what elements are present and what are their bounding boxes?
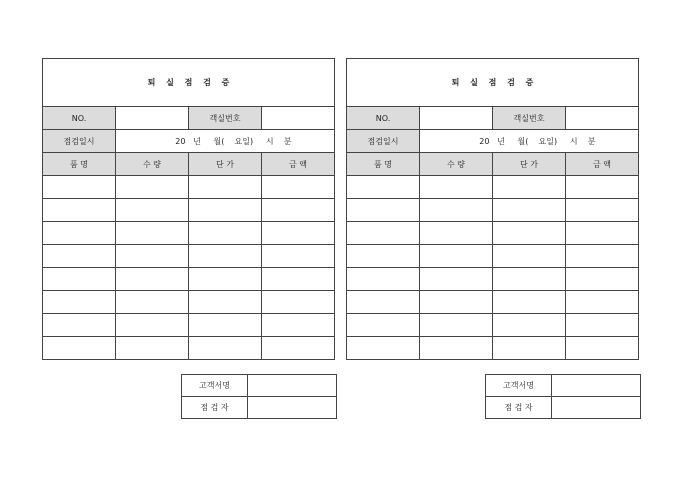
quantity-cell[interactable] [116, 245, 189, 268]
quantity-cell[interactable] [116, 337, 189, 360]
item-cell[interactable] [347, 337, 420, 360]
quantity-cell[interactable] [116, 199, 189, 222]
amount-cell[interactable] [262, 291, 335, 314]
quantity-cell[interactable] [420, 337, 493, 360]
room-number-label: 객실번호 [493, 107, 566, 130]
unit-price-cell[interactable] [189, 176, 262, 199]
no-label: NO. [43, 107, 116, 130]
inspector-label: 점 검 자 [182, 397, 248, 419]
quantity-cell[interactable] [116, 314, 189, 337]
table-row [43, 245, 335, 268]
table-row [43, 222, 335, 245]
table-row [347, 268, 639, 291]
checkout-table [346, 58, 639, 360]
amount-cell[interactable] [262, 268, 335, 291]
signature-table [485, 374, 641, 419]
signature-table [181, 374, 337, 419]
quantity-cell[interactable] [420, 268, 493, 291]
table-row [43, 291, 335, 314]
column-header-unit-price: 단 가 [493, 153, 566, 176]
table-row [43, 337, 335, 360]
quantity-cell[interactable] [116, 222, 189, 245]
unit-price-cell[interactable] [493, 337, 566, 360]
amount-cell[interactable] [566, 176, 639, 199]
table-row [43, 176, 335, 199]
table-row [347, 176, 639, 199]
customer-signature-label: 고객서명 [182, 375, 248, 397]
unit-price-cell[interactable] [189, 222, 262, 245]
table-row [347, 314, 639, 337]
column-header-amount: 금 액 [262, 153, 335, 176]
amount-cell[interactable] [566, 245, 639, 268]
item-cell[interactable] [43, 199, 116, 222]
amount-cell[interactable] [566, 268, 639, 291]
amount-cell[interactable] [262, 314, 335, 337]
table-row [347, 337, 639, 360]
unit-price-cell[interactable] [189, 291, 262, 314]
amount-cell[interactable] [262, 176, 335, 199]
item-cell[interactable] [347, 245, 420, 268]
quantity-cell[interactable] [420, 291, 493, 314]
checkout-table [42, 58, 335, 360]
inspection-date-label: 점검일시 [347, 130, 420, 153]
item-cell[interactable] [43, 245, 116, 268]
item-cell[interactable] [347, 314, 420, 337]
unit-price-cell[interactable] [189, 245, 262, 268]
quantity-cell[interactable] [420, 199, 493, 222]
table-row [347, 222, 639, 245]
room-number-label: 객실번호 [189, 107, 262, 130]
quantity-cell[interactable] [420, 314, 493, 337]
amount-cell[interactable] [262, 222, 335, 245]
checkout-form-left [42, 58, 334, 412]
unit-price-cell[interactable] [493, 222, 566, 245]
quantity-cell[interactable] [116, 291, 189, 314]
item-cell[interactable] [43, 337, 116, 360]
room-number-field[interactable] [566, 107, 639, 130]
inspector-field[interactable] [552, 397, 641, 419]
item-cell[interactable] [43, 268, 116, 291]
room-number-field[interactable] [262, 107, 335, 130]
column-header-quantity: 수 량 [420, 153, 493, 176]
unit-price-cell[interactable] [493, 245, 566, 268]
unit-price-cell[interactable] [493, 314, 566, 337]
amount-cell[interactable] [566, 291, 639, 314]
amount-cell[interactable] [566, 337, 639, 360]
quantity-cell[interactable] [420, 245, 493, 268]
quantity-cell[interactable] [420, 222, 493, 245]
customer-signature-field[interactable] [552, 375, 641, 397]
amount-cell[interactable] [262, 245, 335, 268]
checkout-form-right [346, 58, 638, 412]
unit-price-cell[interactable] [189, 314, 262, 337]
quantity-cell[interactable] [116, 268, 189, 291]
table-row [347, 199, 639, 222]
table-row [43, 268, 335, 291]
inspection-date-field[interactable]: 20 년 월( 요일) 시 분 [420, 130, 639, 153]
inspection-date-label: 점검일시 [43, 130, 116, 153]
item-cell[interactable] [347, 199, 420, 222]
unit-price-cell[interactable] [493, 268, 566, 291]
form-title: 퇴 실 점 검 증 [347, 59, 639, 107]
table-row [347, 245, 639, 268]
item-cell[interactable] [43, 314, 116, 337]
unit-price-cell[interactable] [189, 199, 262, 222]
item-cell[interactable] [43, 176, 116, 199]
inspector-label: 점 검 자 [486, 397, 552, 419]
column-header-unit-price: 단 가 [189, 153, 262, 176]
item-cell[interactable] [43, 291, 116, 314]
table-row [43, 314, 335, 337]
item-cell[interactable] [43, 222, 116, 245]
no-label: NO. [347, 107, 420, 130]
inspection-date-field[interactable]: 20 년 월( 요일) 시 분 [116, 130, 335, 153]
item-cell[interactable] [347, 291, 420, 314]
item-cell[interactable] [347, 268, 420, 291]
form-title: 퇴 실 점 검 증 [43, 59, 335, 107]
amount-cell[interactable] [566, 199, 639, 222]
no-field[interactable] [116, 107, 189, 130]
inspector-field[interactable] [248, 397, 337, 419]
no-field[interactable] [420, 107, 493, 130]
table-row [347, 291, 639, 314]
column-header-amount: 금 액 [566, 153, 639, 176]
table-row [43, 199, 335, 222]
quantity-cell[interactable] [420, 176, 493, 199]
amount-cell[interactable] [262, 199, 335, 222]
customer-signature-field[interactable] [248, 375, 337, 397]
unit-price-cell[interactable] [493, 291, 566, 314]
unit-price-cell[interactable] [189, 337, 262, 360]
item-cell[interactable] [347, 222, 420, 245]
quantity-cell[interactable] [116, 176, 189, 199]
amount-cell[interactable] [566, 222, 639, 245]
amount-cell[interactable] [262, 337, 335, 360]
column-header-item: 품 명 [43, 153, 116, 176]
unit-price-cell[interactable] [189, 268, 262, 291]
column-header-item: 품 명 [347, 153, 420, 176]
customer-signature-label: 고객서명 [486, 375, 552, 397]
amount-cell[interactable] [566, 314, 639, 337]
item-cell[interactable] [347, 176, 420, 199]
column-header-quantity: 수 량 [116, 153, 189, 176]
unit-price-cell[interactable] [493, 199, 566, 222]
unit-price-cell[interactable] [493, 176, 566, 199]
